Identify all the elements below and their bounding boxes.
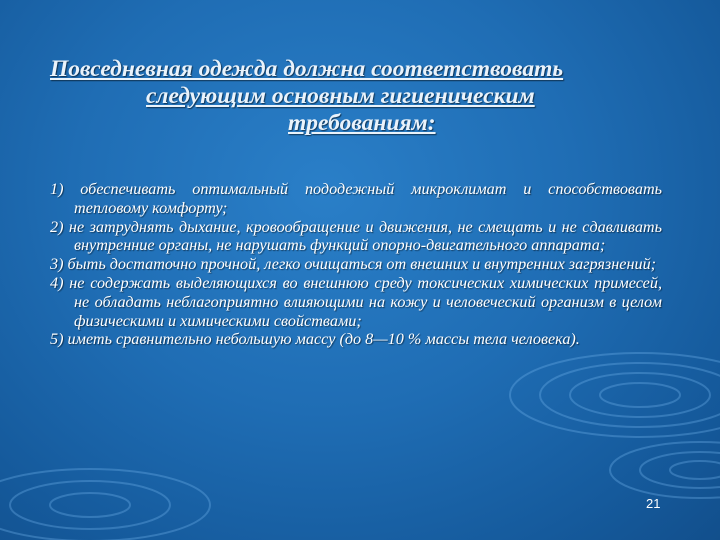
list-item: 2) не затруднять дыхание, кровообращение и движения, не смещать и не сдавливать внутренние органы, не нарушать функций опорно-двигательного аппарата; xyxy=(50,217,662,255)
list-item: 1) обеспечивать оптимальный пододежный микроклимат и способствовать тепловому комфорту; xyxy=(50,180,662,217)
title-line-2: следующим основным гигиеническим xyxy=(146,83,535,109)
title-line-3: требованиям: xyxy=(288,110,436,136)
list-item: 5) иметь сравнительно небольшую массу (до 8—10 % массы тела человека). xyxy=(50,330,580,349)
requirements-list xyxy=(50,180,662,349)
list-item: 4) не содержать выделяющихся во внешнюю среду токсических химических примесей, не обладать неблагоприятно влияющими на кожу и человеческий организм в целом физическими и химическими свойствами; xyxy=(50,273,662,330)
title-line-1: Повседневная одежда должна соответствовать xyxy=(50,56,564,82)
list-item: 3) быть достаточно прочной, легко очищаться от внешних и внутренних загрязнений; xyxy=(50,255,657,274)
slide-title xyxy=(50,56,690,137)
page-number: 21 xyxy=(646,496,661,511)
